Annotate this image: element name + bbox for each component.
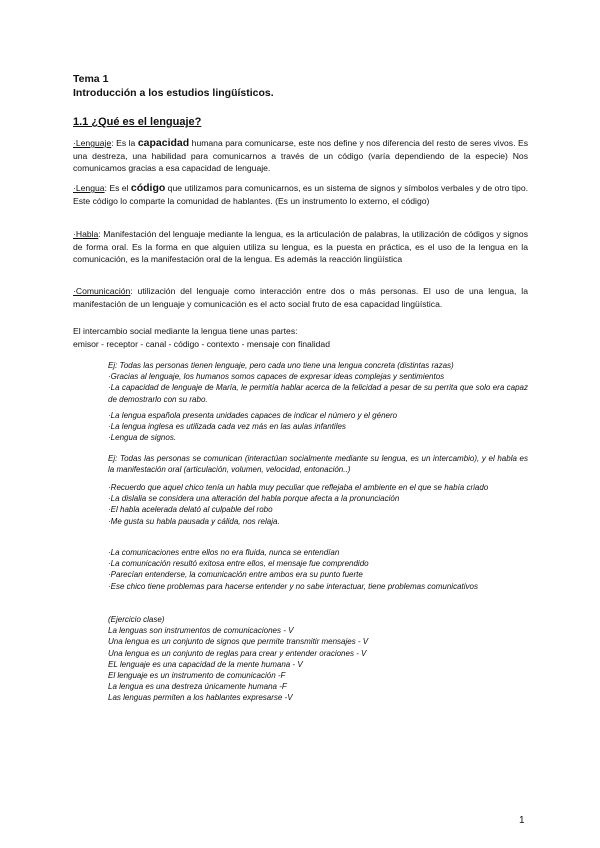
example-line: ·Ese chico tiene problemas para hacerse entender y no sabe interactuar, tiene problemas comunicativos — [108, 581, 478, 591]
definition-text: que utilizamos para comunicarnos, es un sistema de signos y símbolos verbales y de otro tipo. Este código lo comparte la comunidad de hablantes. (Es un instrumento lo externo, el código) — [73, 183, 528, 206]
example-line: ·La lengua española presenta unidades capaces de indicar el número y el género — [108, 411, 398, 420]
keyword-codigo: código — [130, 182, 166, 194]
definition-text: : Manifestación del lenguaje mediante la lengua, es la articulación de palabras, la utilización de códigos y signos de forma oral. Es la forma en que alguien utiliza su lengua, es la puesta en práctica, es el uso de la lengua en la comunicación, es la manifestación oral de la lengua. Es además la reacción lingüística — [73, 229, 528, 265]
definition-text: humana para comunicarse, este nos define y nos diferencia del resto de seres vivos. Es una destreza, una habilidad para comunicarnos a través de un código (varía dependiendo de la especie) Nos comunicamos gracias a esa capacidad de lenguaje. — [73, 138, 528, 174]
example-line: ·La comunicaciones entre ellos no era fluida, nunca se entendían — [108, 548, 340, 557]
example-line: Ej: Todas las personas tienen lenguaje, pero cada uno tiene una lengua concreta (distintas razas) — [108, 361, 454, 370]
example-line: El lenguaje es un instrumento de comunicación -F — [108, 671, 286, 681]
example-line: ·Parecían entenderse, la comunicación entre ambos era su punto fuerte — [108, 570, 363, 580]
example-line: La lenguas son instrumentos de comunicaciones - V — [108, 626, 294, 636]
example-line: EL lenguaje es una capacidad de la mente humana - V — [108, 659, 303, 669]
example-line: ·Gracias al lenguaje, los humanos somos capaces de expresar ideas complejas y sentimientos — [108, 372, 445, 382]
definition-habla — [73, 228, 528, 266]
example-line: Las lenguas permiten a los hablantes expresarse -V — [108, 693, 293, 703]
example-line: ·La capacidad de lenguaje de María, le permitía hablar acerca de la felicidad a pesar de su perrita que solo era capaz de demostrarlo con su rabo. — [108, 383, 528, 404]
definition-lengua — [73, 182, 528, 207]
term-lenguaje: ·Lenguaje — [73, 138, 112, 148]
definition-text: : Es el — [104, 183, 131, 193]
examples-group-2 — [108, 410, 528, 444]
definition-comunicacion — [73, 285, 528, 310]
example-line: Una lengua es un conjunto de reglas para crear y entender oraciones - V — [108, 648, 367, 658]
example-line: Ej: Todas las personas se comunican (interactúan socialmente mediante su lengua, es un intercambio), y el habla es la manifestación oral (articulación, volumen, velocidad, entonación..) — [108, 454, 528, 475]
term-habla: ·Habla — [73, 229, 99, 239]
definition-text: : utilización del lenguaje como interacción entre dos o más personas. El uso de una lengua, la manifestación de un lenguaje y comunicación es el acto social fruto de esa capacidad lingüística. — [73, 286, 528, 309]
intercambio-text: El intercambio social mediante la lengua tiene unas partes: — [73, 326, 298, 336]
examples-group-5 — [108, 547, 528, 592]
example-line: ·Recuerdo que aquel chico tenía un habla muy peculiar que reflejaba el ambiente en el que se había criado — [108, 483, 489, 492]
example-line: ·El habla acelerada delató al culpable del robo — [108, 505, 273, 515]
tema-label: Tema 1 — [73, 73, 109, 85]
section-heading: 1.1 ¿Qué es el lenguaje? — [73, 116, 202, 128]
definition-lenguaje — [73, 137, 528, 175]
examples-group-4 — [108, 482, 528, 527]
example-line: (Ejercicio clase) — [108, 615, 165, 624]
example-line: Una lengua es un conjunto de signos que permite transmitir mensajes - V — [108, 637, 369, 647]
communication-parts: emisor - receptor - canal - código - contexto - mensaje con finalidad — [73, 339, 330, 349]
term-comunicacion: ·Comunicación — [73, 286, 131, 296]
definition-text: : Es la — [111, 138, 138, 148]
example-line: ·La comunicación resultó exitosa entre ellos, el mensaje fue comprendido — [108, 559, 369, 569]
term-lengua: ·Lengua — [73, 183, 105, 193]
keyword-capacidad: capacidad — [137, 137, 190, 149]
example-line: ·La dislalia se considera una alteración del habla porque afecta a la pronunciación — [108, 494, 400, 504]
example-line: ·La lengua inglesa es utilizada cada vez más en las aulas infantiles — [108, 422, 346, 432]
examples-group-1 — [108, 360, 528, 405]
document-title: Introducción a los estudios lingüísticos. — [73, 87, 274, 99]
example-line: ·Lengua de signos. — [108, 433, 177, 443]
examples-group-3 — [108, 453, 528, 475]
example-line: La lengua es una destreza únicamente humana -F — [108, 682, 287, 692]
examples-group-6 — [108, 614, 528, 704]
page-number: 1 — [519, 815, 525, 826]
example-line: ·Me gusta su habla pausada y cálida, nos relaja. — [108, 516, 280, 526]
